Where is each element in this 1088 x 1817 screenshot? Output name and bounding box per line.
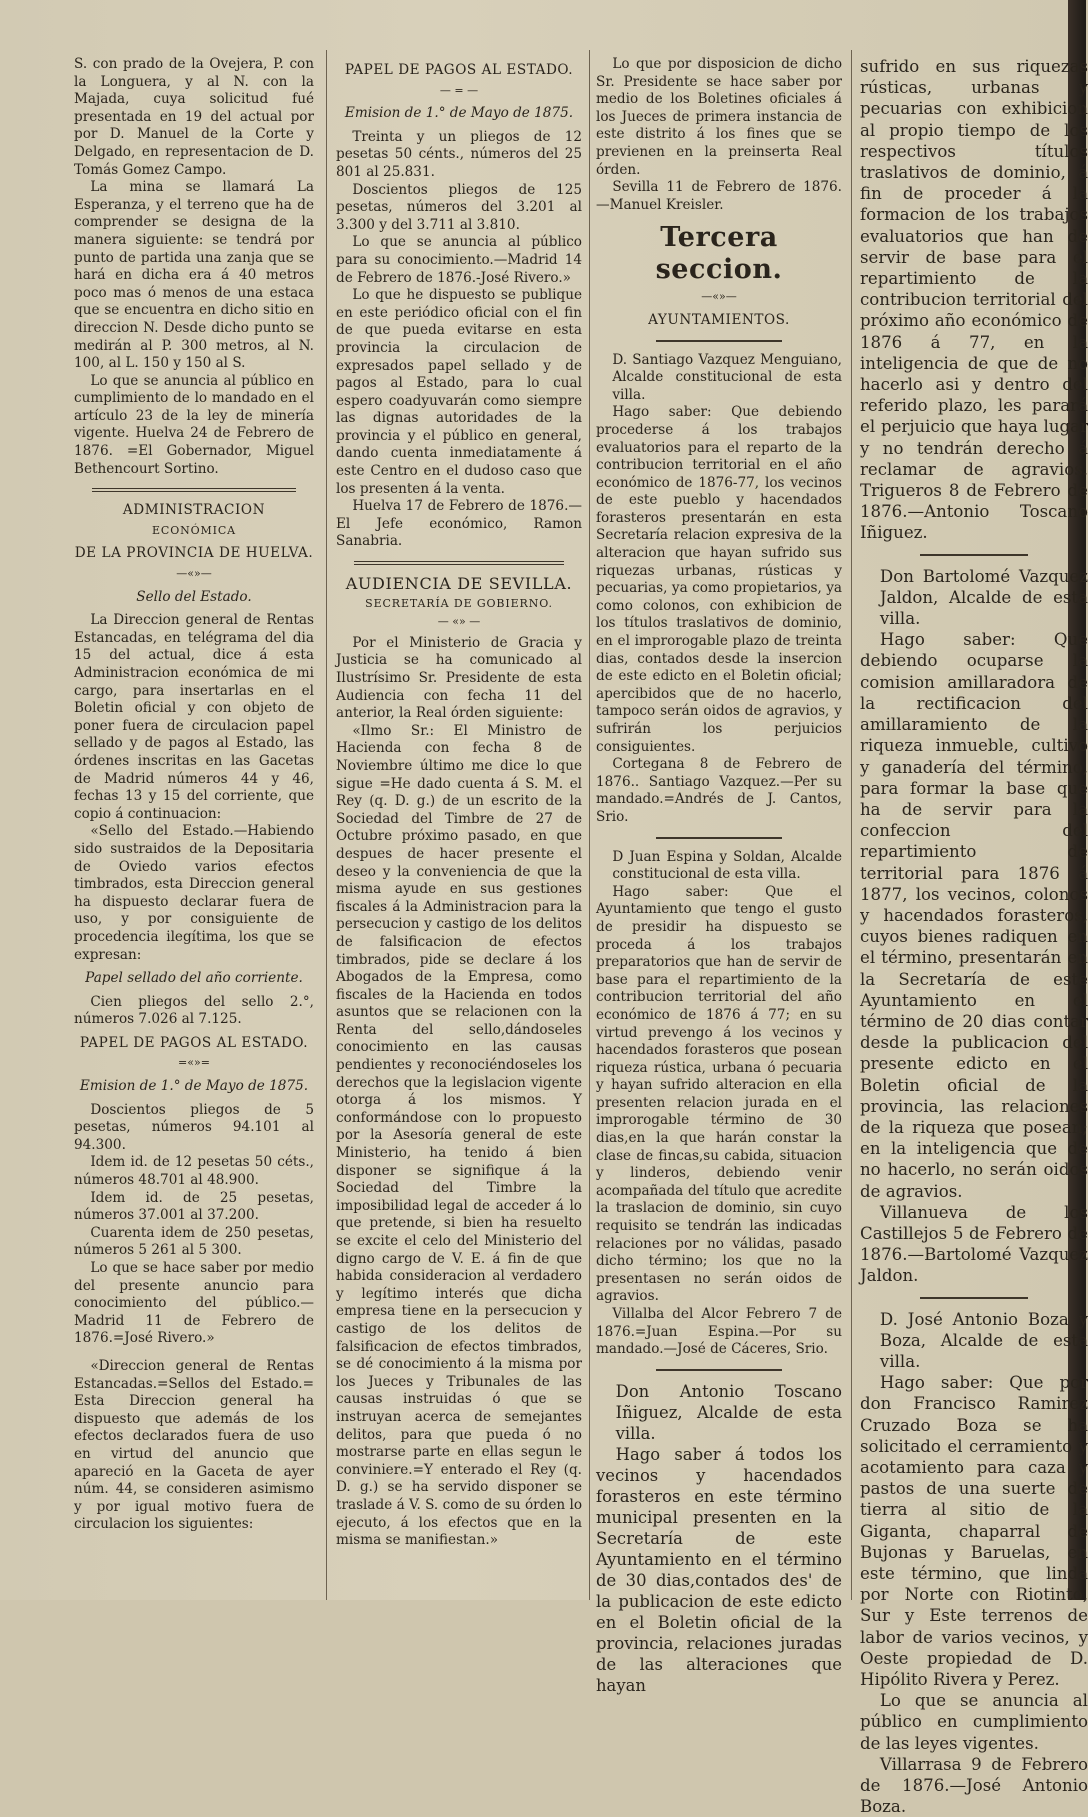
body-paragraph: Hago saber á todos los vecinos y hacendados forasteros en este término municipal presenten en la Secretaría de este Ayuntamiento en el término de 30 dias,contados des' de la publicacion de este edicto en el Boletin oficial de la provincia, relaciones juradas de las alteraciones que hayan (596, 1444, 842, 1695)
subsection-title: Sello del Estado. (136, 588, 252, 605)
ornament: — = — (439, 83, 479, 97)
section-divider (656, 1369, 782, 1371)
body-paragraph: Lo que he dispuesto se publique en este periódico oficial con el fin de que pueda evitarse en esta provincia la circulacion de expresados papel sellado y de pagos al Estado, para lo cual espero coadyuvarán como siempre las dignas autoridades de la provincia y el público en general, dando cuenta inmediatamente á este Centro en el dudoso caso que los presenten á la venta. (336, 287, 582, 497)
body-paragraph: Hago saber: Que debiendo ocuparse la comision amillaradora de la rectificacion del amillaramiento de la riqueza inmueble, cultivo y ganadería del término, para formar la base que ha de servir para la confeccion del repartimiento de territorial para 1876 á 1877, los vecinos, colonos y hacendados forasteros, cuyos bienes radiquen en el término, presentarán en la Secretaría de este Ayuntamiento en el término de 20 dias contar desde la publicacion del presente edicto en el Boletin oficial de la provincia, las relaciones de la riqueza que posean; en la inteligencia que de no hacerlo, no serán oidos de agravios. (860, 630, 1088, 1201)
body-paragraph: Lo que se anuncia al público en cumplimiento de las leyes vigentes. (860, 1691, 1088, 1753)
body-paragraph: Idem id. de 12 pesetas 50 céts., números 48.701 al 48.900. (74, 1154, 314, 1189)
section-divider (354, 561, 564, 565)
body-paragraph: «Direccion general de Rentas Estancadas.=Sellos del Estado.= Esta Direccion general ha dispuesto que además de los efectos declarados fuera de uso en virtud del anuncio que apareció en la Gaceta de ayer núm. 44, se consideren asimismo y por igual motivo fuera de circulacion los siguientes: (74, 1357, 314, 1533)
section-heading: DE LA PROVINCIA DE HUELVA. (74, 545, 314, 562)
column-3 (596, 56, 842, 1695)
section-subheading: SECRETARÍA DE GOBIERNO. (365, 596, 553, 610)
section-divider (92, 488, 296, 492)
section-heading: PAPEL DE PAGOS AL ESTADO. (79, 1034, 309, 1051)
section-divider (920, 554, 1028, 556)
notice-author: Don Antonio Toscano Iñiguez, Alcalde de esta villa. (615, 1381, 842, 1443)
body-paragraph: Hago saber: Que debiendo procederse á los trabajos evaluatorios para el reparto de la contribucion territorial en el año económico de 1876-77, los vecinos de este pueblo y hacendados forasteros presentarán en esta Secretaría relacion expresiva de la alteracion que hayan sufrido sus riquezas urbanas, rústicas y pecuarias, ya como propietarios, ya como colonos, con exhibicion de los títulos traslativos de dominio, en el improrogable plazo de treinta dias, contados desde la insercion de este edicto en el Boletin oficial; apercibidos que de no hacerlo, tampoco serán oidos de agravios, y sufrirán los perjuicios consiguientes. (596, 404, 842, 755)
mine-notice-paragraph: Lo que se anuncia al público en cumplimiento de lo mandado en el artículo 23 de la ley de minería vigente. Huelva 24 de Febrero de 1876. =El Gobernador, Miguel Bethencourt Sortino. (74, 372, 314, 477)
signature-paragraph: Villarrasa 9 de Febrero de 1876.—José Antonio Boza. (860, 1754, 1088, 1817)
mine-notice-text: S. con prado de la Ovejera, P. con la Longuera, y al N. con la Majada, cuya solicitud fué presentada en 19 del actual por por D. Manuel de la Corte y Delgado, en representacion de D. Tomás Gomez Campo. (74, 56, 314, 178)
body-paragraph: Lo que por disposicion de dicho Sr. Presidente se hace saber por medio de los Boletines oficiales á los Jueces de primera instancia de este distrito á los fines que se previenen en la preinserta Real órden. (596, 56, 842, 178)
notice-author: D. Santiago Vazquez Menguiano, Alcalde constitucional de esta villa. (612, 351, 842, 403)
section-divider (656, 340, 782, 342)
section-heading: AYUNTAMIENTOS. (648, 311, 790, 328)
signature-paragraph: Cortegana 8 de Febrero de 1876.. Santiago Vazquez.—Per su mandado.=Andrés de J. Cantos, Srio. (596, 756, 842, 825)
column-rule (589, 50, 590, 1600)
body-paragraph: Por el Ministerio de Gracia y Justicia se ha comunicado al Ilustrísimo Sr. Presidente de esta Audiencia con fecha 11 del anterior, la Real órden siguiente: (336, 634, 582, 722)
body-paragraph: Cuarenta idem de 250 pesetas, números 5 261 al 5 300. (74, 1224, 314, 1259)
body-paragraph: «Sello del Estado.—Habiendo sido sustraidos de la Depositaria de Oviedo varios efectos timbrados, esta Direccion general ha dispuesto declarar fuera de uso, y por consiguiente de procedencia ilegítima, los que se expresan: (74, 823, 314, 963)
body-paragraph: Treinta y un pliegos de 12 pesetas 50 cénts., números del 25 801 al 25.831. (336, 128, 582, 180)
notice-author: D Juan Espina y Soldan, Alcalde constitucional de esta villa. (612, 848, 842, 883)
column-1 (74, 56, 314, 1592)
emission-line: Emision de 1.° de Mayo de 1875. (344, 105, 574, 122)
column-4 (860, 56, 1088, 1817)
body-paragraph: Lo que se hace saber por medio del presente anuncio para conocimiento del público.—Madrid 11 de Febrero de 1876.=José Rivero.» (74, 1260, 314, 1347)
ornament: —«»— (176, 567, 212, 581)
signature-paragraph: Villanueva de los Castillejos 5 de Febrero de 1876.—Bartolomé Vazquez Jaldon. (860, 1202, 1088, 1286)
ornament: — «» — (437, 615, 481, 629)
ornament: =«»= (178, 1056, 210, 1070)
notice-author: D. José Antonio Boza y Boza, Alcalde de esta villa. (879, 1309, 1088, 1371)
section-heading: ADMINISTRACION (122, 502, 266, 519)
section-divider (656, 837, 782, 839)
body-paragraph: Hago saber: Que por don Francisco Ramirez Cruzado Boza se ha solicitado el cerramiento y acotamiento para caza y pastos de una suerte de tierra al sitio de la Giganta, chaparral de Bujonas y Baruelas, en este término, que linda por Norte con Riotinto, Sur y Este terrenos de labor de varios vecinos, y Oeste propiedad de D. Hipólito Rivera y Perez. (860, 1373, 1088, 1690)
section-subheading: ECONÓMICA (152, 523, 236, 537)
section-divider (920, 1297, 1028, 1299)
body-paragraph: sufrido en sus riquezas rústicas, urbanas y pecuarias con exhibicion al propio tiempo de los respectivos títulos traslativos de dominio, á fin de proceder á la formacion de los trabajos evaluatorios que han de servir de base para el repartimiento de la contribucion territorial del próximo año económico de 1876 á 77, en la inteligencia de que de no hacerlo asi y dentro del referido plazo, les parará el perjuicio que haya lugar y no tendrán derecho á reclamar de agravios. Trigueros 8 de Febrero de 1876.—Antonio Toscano Iñiguez. (860, 57, 1088, 543)
body-paragraph: Lo que se anuncia al público para su conocimiento.—Madrid 14 de Febrero de 1876.-José Rivero.» (336, 234, 582, 286)
notice-author: Don Bartolomé Vazquez Jaldon, Alcalde de esta villa. (879, 566, 1088, 629)
section-heading: AUDIENCIA DE SEVILLA. (345, 574, 573, 594)
signature-paragraph: Villalba del Alcor Febrero 7 de 1876.=Juan Espina.—Por su mandado.—José de Cáceres, Srio. (596, 1306, 842, 1358)
ornament: —«»— (701, 290, 737, 304)
emission-line: Emision de 1.° de Mayo de 1875. (79, 1078, 309, 1095)
subsection-title: Papel sellado del año corriente. (85, 970, 303, 987)
mine-notice-paragraph: La mina se llamará La Esperanza, y el terreno que ha de comprender se designa de la manera siguiente: se tendrá por punto de partida una zanja que se hará en dicha era á 40 metros poco mas ó menos de una estaca que se encuentra en dicho sitio en direccion N. Desde dicho punto se medirán al P. 300 metros, al N. 100, al L. 150 y 150 al S. (74, 179, 314, 372)
signature-paragraph: Huelva 17 de Febrero de 1876.—El Jefe económico, Ramon Sanabria. (336, 498, 582, 550)
body-paragraph: «Ilmo Sr.: El Ministro de Hacienda con fecha 8 de Noviembre último me dice lo que sigue =He dado cuenta á S. M. el Rey (q. D. g.) de un escrito de la Sociedad del Timbre de 27 de Octubre próximo pasado, en que despues de hacer presente el deseo y la conveniencia de que la misma ayude en sus gestiones fiscales á la Administracion para la persecucion y castigo de los delitos de falsificacion de efectos timbrados, pide se declare á los Abogados de la Empresa, como fiscales de la Hacienda en todos asuntos que se relacionen con la Renta del sello,dándoseles conocimiento en las causas pendientes y reconociéndoseles los derechos que la legislacion vigente otorga á los mismos. Y conformándose con lo propuesto por la Asesoría general de este Ministerio, ha tenido á bien disponer se signifique á la Sociedad del Timbre la imposibilidad legal de acceder á lo que pretende, si bien ha resuelto se excite el celo del Ministerio del digno cargo de V. E. á fin de que habida consideracion al verdadero y legítimo interés que dicha empresa tiene en la persecucion y castigo de los delitos de falsificacion de efectos timbrados, se dé conocimiento á la misma por los Jueces y Tribunales de las causas instruidas ó que se instruyan acerca de semejantes delitos, para que pueda ó no mostrarse parte en ellas segun le conviniere.=Y enterado el Rey (q. D. g.) se ha servido disponer se traslade á V. S. como de su órden lo ejecuto, á los efectos que en la misma se manifiestan.» (336, 722, 582, 1549)
body-paragraph: Doscientos pliegos de 125 pesetas, números del 3.201 al 3.300 y del 3.711 al 3.810. (336, 181, 582, 233)
column-rule (851, 50, 852, 1600)
body-paragraph: La Direccion general de Rentas Estancadas, en telégrama del dia 15 del actual, dice á esta Administracion económica de mi cargo, para insertarlas en el Boletin oficial y con objeto de poner fuera de circulacion papel sellado y de pagos al Estado, las órdenes inscritas en las Gacetas de Madrid números 44 y 46, fechas 13 y 15 del corriente, que copio á continuacion: (74, 612, 314, 822)
column-rule (326, 50, 327, 1600)
section-title-tercera: Tercera seccion. (655, 222, 783, 286)
body-paragraph: Cien pliegos del sello 2.°, números 7.026 al 7.125. (74, 993, 314, 1028)
body-paragraph: Doscientos pliegos de 5 pesetas, números 94.101 al 94.300. (74, 1101, 314, 1153)
section-heading: PAPEL DE PAGOS AL ESTADO. (344, 62, 574, 78)
column-2 (336, 56, 582, 1592)
body-paragraph: Idem id. de 25 pesetas, números 37.001 al 37.200. (74, 1189, 314, 1224)
body-paragraph: Hago saber: Que el Ayuntamiento que tengo el gusto de presidir ha dispuesto se proceda á los trabajos preparatorios que han de servir de base para el repartimiento de la contribucion territorial del año económico de 1876 á 77; en su virtud prevengo á los vecinos y hacendados forasteros que posean riqueza rústica, urbana ó pecuaria y hayan sufrido alteracion en ella presenten relacion jurada en el improrogable término de 30 dias,en la que harán constar la clase de fincas,su cabida, situacion y linderos, debiendo venir acompañada del título que acredite la traslacion de dominio, sin cuyo requisito se tendrán las indicadas relaciones por no válidas, pasado dicho término; los que no la presentasen no serán oidos de agravios. (596, 883, 842, 1305)
signature-paragraph: Sevilla 11 de Febrero de 1876. —Manuel Kreisler. (596, 179, 842, 213)
